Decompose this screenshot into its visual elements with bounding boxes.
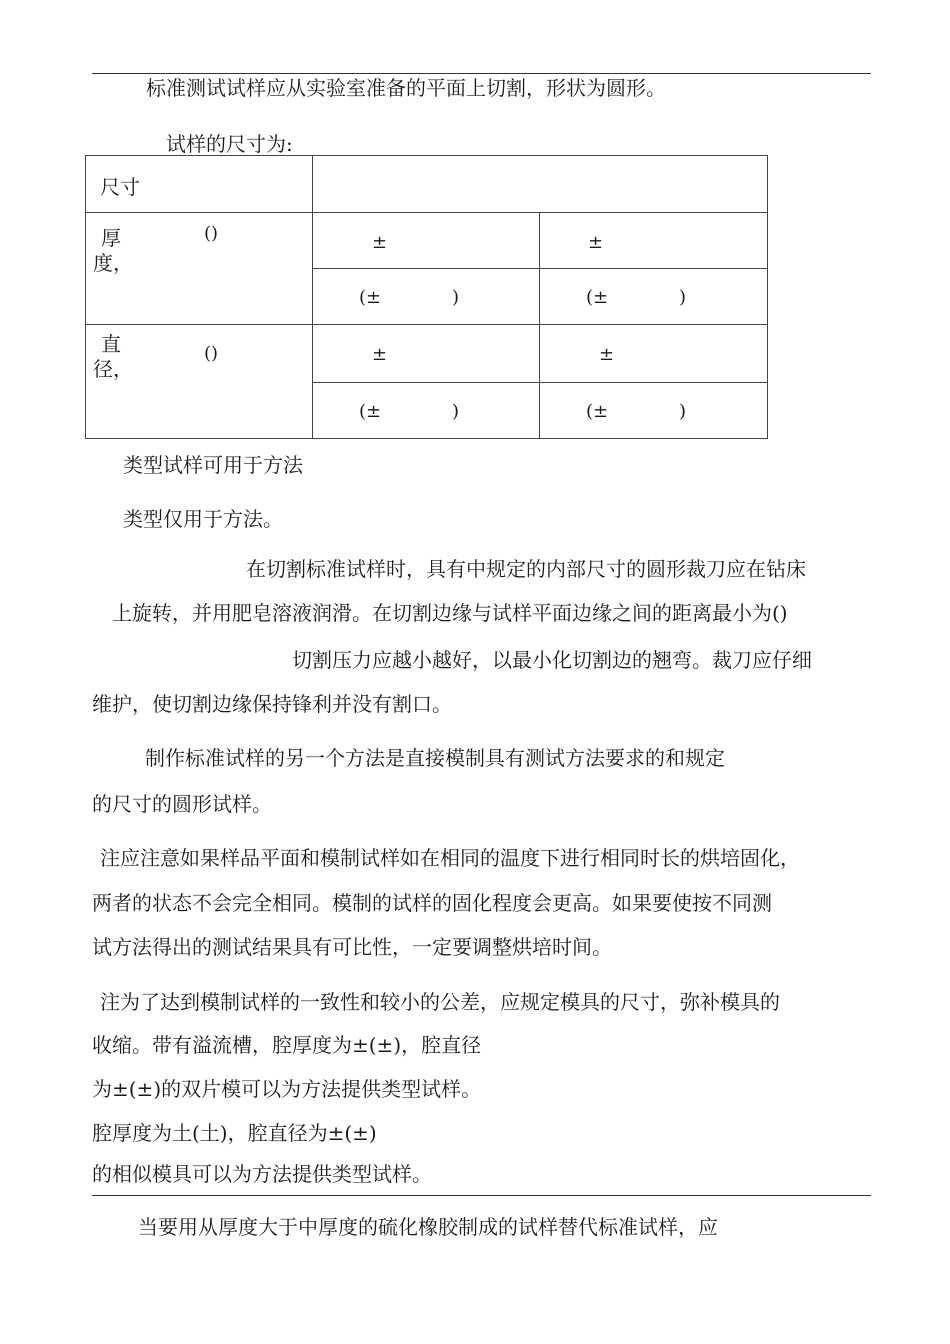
- bottom-rule: [92, 1195, 871, 1196]
- diameter-unit: (): [204, 343, 219, 364]
- molding-line-1: 制作标准试样的另一个方法是直接模制具有测试方法要求的和规定: [145, 746, 725, 770]
- pm-sign: ±: [372, 232, 388, 253]
- pm-sign: ±: [372, 344, 388, 365]
- replacement-line: 当要用从厚度大于中厚度的硫化橡胶制成的试样替代标准试样，应: [138, 1215, 718, 1239]
- paren-close: ): [679, 401, 687, 422]
- diameter-value-b: [540, 325, 768, 383]
- diameter-tolerance-b: [540, 383, 768, 439]
- diameter-label-line1: 直: [101, 332, 121, 356]
- note2-line-1: 注为了达到模制试样的一致性和较小的公差，应规定模具的尺寸，弥补模具的: [100, 990, 780, 1014]
- molding-line-2: 的尺寸的圆形试样。: [92, 792, 272, 816]
- pm-sign: ±: [599, 344, 615, 365]
- pm-sign: ±: [588, 232, 604, 253]
- paren-close: ): [452, 287, 460, 308]
- cutting-line-4: 维护，使切割边缘保持锋利并没有割口。: [92, 692, 452, 716]
- paragraph-intro: 标准测试试样应从实验室准备的平面上切割，形状为圆形。: [146, 76, 666, 100]
- paren-close: ): [679, 287, 687, 308]
- pm-open: (±: [586, 401, 609, 422]
- thickness-label-line2: 度，: [93, 251, 133, 275]
- header-empty-cell: [313, 156, 768, 213]
- thickness-value-a: [313, 213, 540, 269]
- cutting-line-3: 切割压力应越小越好，以最小化切割边的翘弯。裁刀应仔细: [292, 648, 812, 672]
- thickness-label-cell: [86, 213, 313, 325]
- thickness-tolerance-b: [540, 269, 768, 325]
- type-line-2: 类型仅用于方法。: [123, 507, 283, 531]
- header-label: 尺寸: [100, 175, 140, 199]
- note2-line-2: 收缩。带有溢流槽，腔厚度为±(±)，腔直径: [92, 1033, 482, 1057]
- diameter-label-line2: 径，: [93, 357, 133, 381]
- note1-line-2: 两者的状态不会完全相同。模制的试样的固化程度会更高。如果要使按不同测: [92, 891, 772, 915]
- header-label-cell: [86, 156, 313, 213]
- pm-open: (±: [359, 287, 382, 308]
- note2-line-4: 腔厚度为土(土)，腔直径为±(±): [92, 1121, 377, 1145]
- note2-line-3: 为±(±)的双片模可以为方法提供类型试样。: [92, 1077, 482, 1101]
- thickness-value-b: [540, 213, 768, 269]
- note2-line-5: 的相似模具可以为方法提供类型试样。: [92, 1162, 432, 1186]
- note1-line-3: 试方法得出的测试结果具有可比性，一定要调整烘培时间。: [92, 935, 612, 959]
- top-rule: [92, 73, 871, 74]
- cutting-line-1: 在切割标准试样时，具有中规定的内部尺寸的圆形裁刀应在钻床: [246, 557, 806, 581]
- cutting-line-2: 上旋转，并用肥皂溶液润滑。在切割边缘与试样平面边缘之间的距离最小为(): [112, 601, 788, 625]
- diameter-value-a: [313, 325, 540, 383]
- pm-open: (±: [359, 401, 382, 422]
- type-line-1: 类型试样可用于方法: [123, 453, 303, 477]
- diameter-label-cell: [86, 325, 313, 439]
- thickness-unit: (): [204, 223, 219, 244]
- note1-line-1: 注应注意如果样品平面和模制试样如在相同的温度下进行相同时长的烘培固化，: [100, 846, 800, 870]
- pm-open: (±: [586, 287, 609, 308]
- dimensions-table: [85, 155, 768, 439]
- diameter-tolerance-a: [313, 383, 540, 439]
- thickness-label-line1: 厚: [101, 226, 121, 250]
- paren-close: ): [452, 401, 460, 422]
- thickness-tolerance-a: [313, 269, 540, 325]
- table-caption: 试样的尺寸为:: [166, 132, 293, 156]
